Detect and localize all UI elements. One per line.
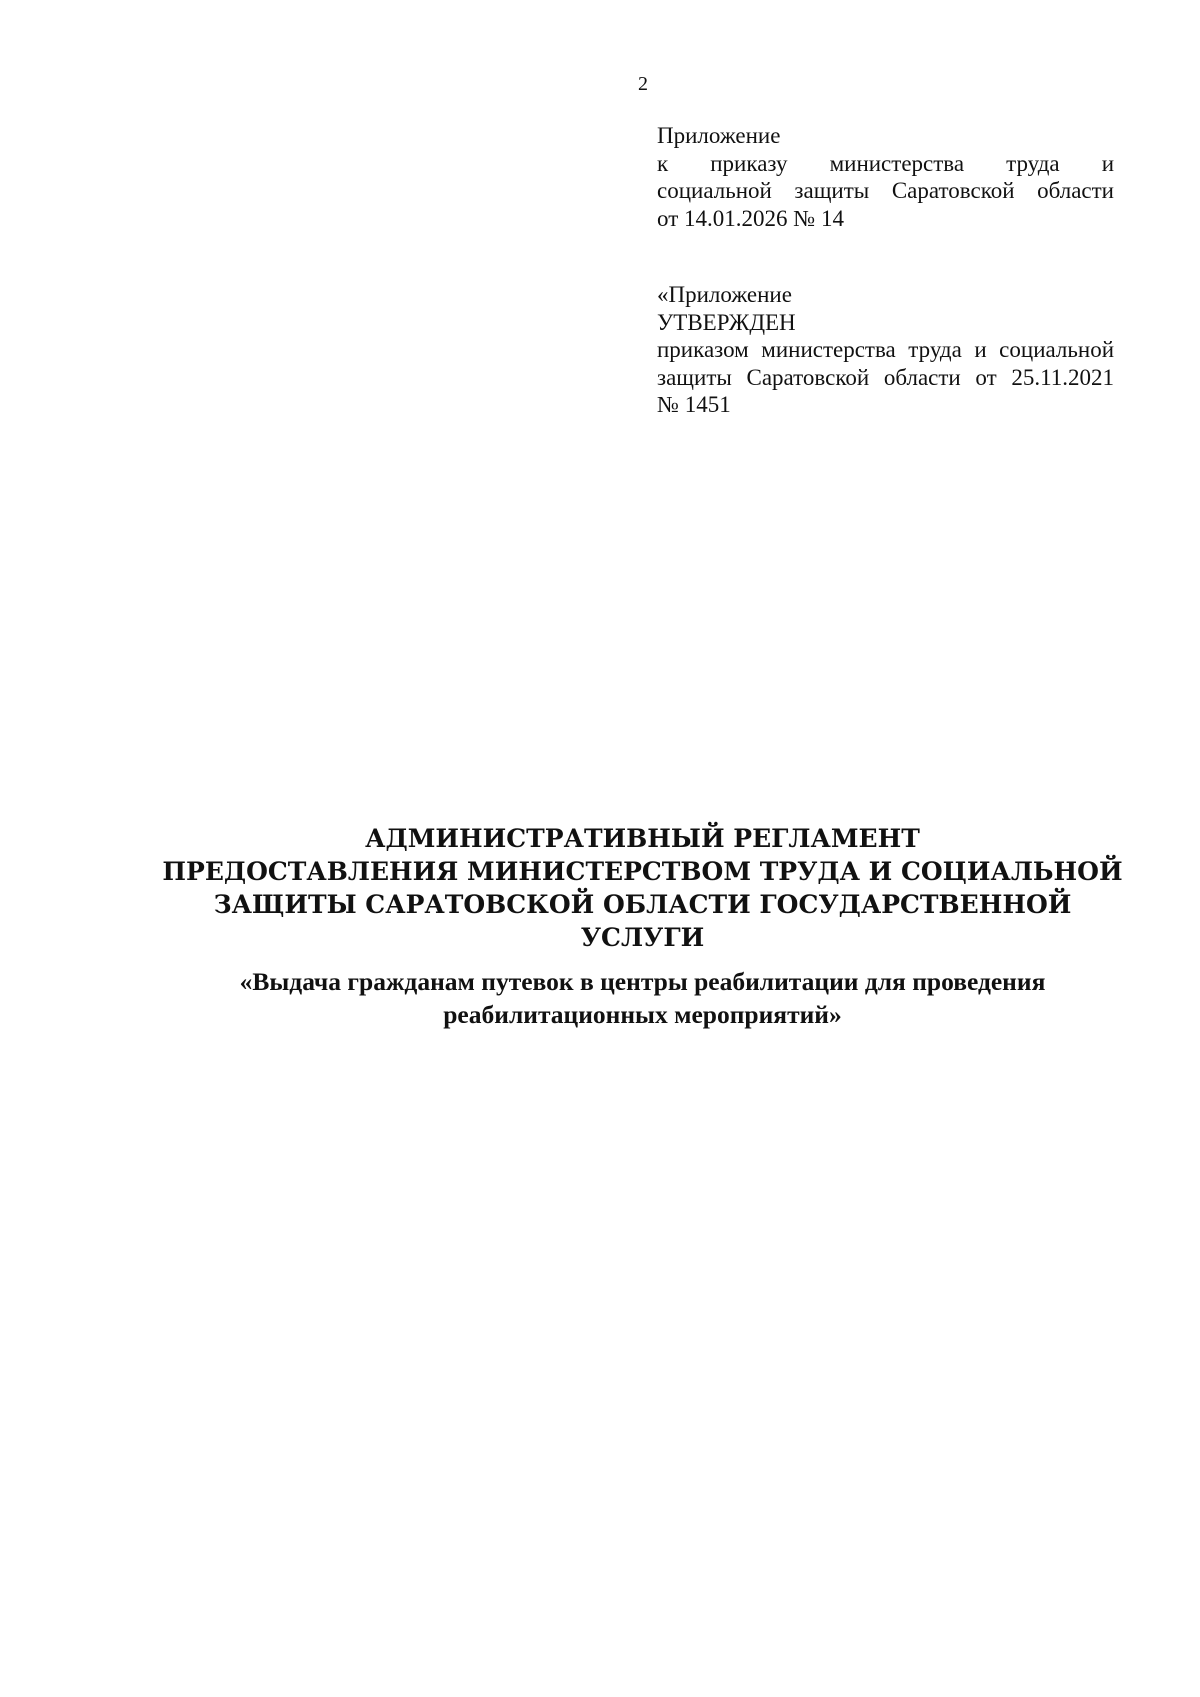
- appendix-ministry-line: социальной защиты Саратовской области: [657, 178, 1114, 203]
- subtitle-line: «Выдача гражданам путевок в центры реабилитации для проведения: [239, 967, 1046, 996]
- subtitle-line: реабилитационных мероприятий»: [443, 1000, 842, 1029]
- appendix-order-word: к: [657, 150, 669, 176]
- appendix-title: Приложение: [657, 123, 781, 148]
- prior-appendix-title: «Приложение: [657, 282, 792, 307]
- document-title: [150, 822, 1135, 954]
- prior-order-line: приказом министерства труда и социальной: [657, 337, 1114, 362]
- appendix-order-word: министерства: [829, 150, 965, 176]
- title-line: УСЛУГИ: [580, 923, 705, 952]
- title-line: ПРЕДОСТАВЛЕНИЯ МИНИСТЕРСТВОМ ТРУДА И СОЦИАЛЬНОЙ: [162, 857, 1123, 886]
- appendix-order-line: [657, 150, 1114, 178]
- appendix-order-word: приказу: [710, 150, 788, 176]
- appendix-order-word: труда: [1006, 150, 1060, 176]
- prior-order-number: № 1451: [657, 392, 731, 417]
- title-line: АДМИНИСТРАТИВНЫЙ РЕГЛАМЕНТ: [365, 824, 920, 853]
- appendix-header: [657, 122, 1114, 232]
- prior-appendix-header: [657, 281, 1114, 419]
- title-line: ЗАЩИТЫ САРАТОВСКОЙ ОБЛАСТИ ГОСУДАРСТВЕННОЙ: [213, 890, 1072, 919]
- page-number: 2: [638, 73, 648, 95]
- service-name: [150, 965, 1135, 1031]
- prior-ministry-line: защиты Саратовской области от 25.11.2021: [657, 364, 1114, 390]
- approved-label: УТВЕРЖДЕН: [657, 309, 796, 335]
- appendix-date-line: от 14.01.2026 № 14: [657, 205, 844, 231]
- appendix-order-word: и: [1101, 150, 1114, 176]
